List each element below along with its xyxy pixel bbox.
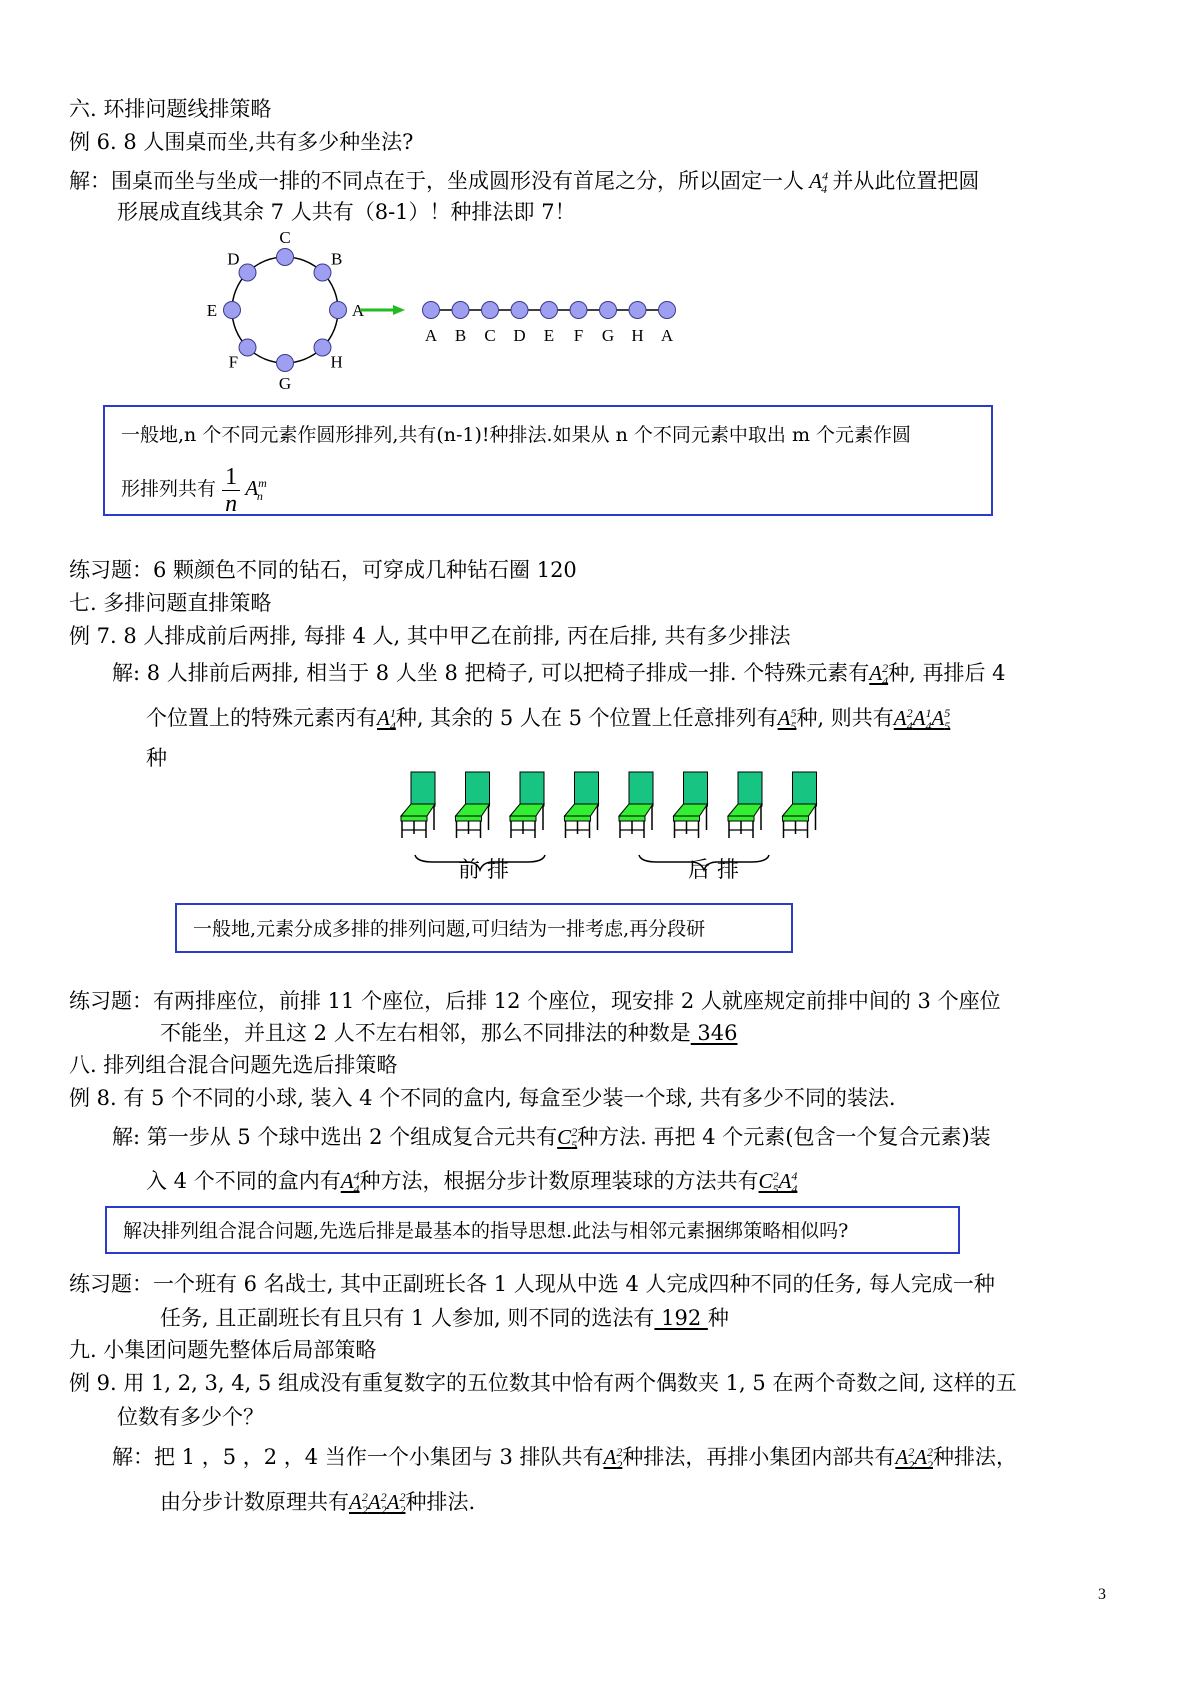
line-node <box>629 302 646 319</box>
example-6-solution-line2: 形展成直线其余 7 人共有（8-1）！种排法即 7！ <box>117 200 576 224</box>
circle-node-label: G <box>278 374 292 392</box>
chair <box>565 772 599 838</box>
line-labels <box>425 326 674 345</box>
circle-node <box>277 355 294 372</box>
chair <box>510 772 544 838</box>
circle-node <box>277 249 294 266</box>
line-node <box>482 302 499 319</box>
math-a44-b: $A^4_4$ <box>340 1169 360 1197</box>
circle-node-label: C <box>279 232 291 247</box>
chair <box>674 772 708 838</box>
line-node <box>600 302 617 319</box>
chair <box>619 772 653 838</box>
line-node-label: H <box>631 326 644 345</box>
practice-7-line1: 练习题：有两排座位，前排 11 个座位，后排 12 个座位，现安排 2 人就座规定前排中间的 3 个座位 <box>69 989 1001 1013</box>
line-node <box>423 302 440 319</box>
line-nodes <box>423 302 676 319</box>
chair <box>401 772 435 838</box>
circle-node-label: F <box>228 352 239 372</box>
chair <box>728 772 762 838</box>
example-7-solution-line1: 解: 8 人排前后两排, 相当于 8 人坐 8 把椅子, 可以把椅子排成一排. 个特殊元素有$A^2_4$种, 再排后 4 <box>112 661 1006 689</box>
line-node <box>541 302 558 319</box>
circular-permutation-box <box>103 405 993 516</box>
math-a22a22: $A^2_2A^2_2$ <box>895 1445 934 1473</box>
box-text-line2: 形排列共有 $\frac{1}{n}$ $A^m_n$ <box>121 463 267 517</box>
chair-row <box>401 772 817 838</box>
section-8-heading: 八. 排列组合混合问题先选后排策略 <box>69 1053 398 1077</box>
fraction-1-over-n: $\frac{1}{n}$ <box>222 464 240 517</box>
line-node-label: G <box>601 326 615 345</box>
line-node <box>570 302 587 319</box>
math-a55: $A^5_5$ <box>777 706 797 734</box>
math-a42: $A^2_4$ <box>869 661 889 689</box>
circle-to-line-diagram <box>195 232 915 392</box>
math-c52a44: $C^2_5A^4_4$ <box>758 1169 798 1197</box>
example-9-line1: 例 9. 用 1, 2, 3, 4, 5 组成没有重复数字的五位数其中恰有两个偶数夹 1, 5 在两个奇数之间, 这样的五 <box>69 1371 1017 1395</box>
practice-7-answer: 346 <box>690 1021 738 1045</box>
back-row-label: 后 排 <box>688 858 739 883</box>
circle-node <box>314 339 331 356</box>
circle-node-label: B <box>330 249 343 269</box>
line-node-label: D <box>513 326 526 345</box>
example-8: 例 8. 有 5 个不同的小球, 装入 4 个不同的盒内, 每盒至少装一个球, 共有多少不同的装法. <box>69 1086 896 1110</box>
section-6-heading: 六. 环排问题线排策略 <box>69 97 272 121</box>
line-node <box>659 302 676 319</box>
box-text: 一般地,元素分成多排的排列问题,可归结为一排考虑,再分段研 <box>193 918 706 940</box>
line-node-label: A <box>424 326 438 345</box>
chairs-diagram <box>385 770 825 880</box>
circle-node <box>314 264 331 281</box>
line-node-label: E <box>543 326 555 345</box>
example-8-solution-line2: 入 4 个不同的盒内有$A^4_4$种方法，根据分步计数原理装球的方法共有$C^2_5A^4_4$ <box>146 1169 798 1197</box>
circle-node <box>224 302 241 319</box>
box-text-line1: 一般地,n 个不同元素作圆形排列,共有(n-1)!种排法.如果从 n 个不同元素中取出 m 个元素作圆 <box>121 424 912 446</box>
circle-node <box>239 339 256 356</box>
page-number: 3 <box>1098 1586 1106 1603</box>
circle-node-label: E <box>206 301 218 320</box>
example-8-solution-line1: 解: 第一步从 5 个球中选出 2 个组成复合元共有$C^2_5$种方法. 再把 4 个元素(包含一个复合元素)装 <box>112 1125 991 1153</box>
circle-nodes <box>224 249 347 372</box>
section-9-heading: 九. 小集团问题先整体后局部策略 <box>69 1338 377 1362</box>
box-text: 解决排列组合混合问题,先选后排是最基本的指导思想.此法与相邻元素捆绑策略相似吗? <box>123 1220 849 1242</box>
practice-7-line2: 不能坐，并且这 2 人不左右相邻，那么不同排法的种数是 346 <box>160 1021 738 1045</box>
example-9-solution-line1: 解：把 1 ，5 ，2 ，4 当作一个小集团与 3 排队共有$A^2_2$种排法，再排小集团内部共有$A^2_2A^2_2$种排法， <box>112 1445 1018 1473</box>
line-node <box>452 302 469 319</box>
line-node-label: F <box>573 326 584 345</box>
example-7: 例 7. 8 人排成前后两排, 每排 4 人, 其中甲乙在前排, 丙在后排, 共有多少排法 <box>69 624 791 648</box>
example-6: 例 6. 8 人围桌而坐,共有多少种坐法? <box>69 130 414 154</box>
practice-8-answer: 192 <box>654 1306 708 1330</box>
chair <box>783 772 817 838</box>
circle-node <box>330 302 347 319</box>
math-a22a22a22: $A^2_2A^2_2A^2_2$ <box>349 1490 406 1518</box>
example-9-solution-line2: 由分步计数原理共有$A^2_2A^2_2A^2_2$种排法. <box>160 1490 476 1518</box>
math-a44: $A^4_4$ <box>804 169 829 197</box>
example-9-line2: 位数有多少个？ <box>117 1405 264 1429</box>
math-a41: $A^1_4$ <box>377 706 396 734</box>
example-7-solution-line2: 个位置上的特殊元素丙有$A^1_4$种, 其余的 5 人在 5 个位置上任意排列有$A^5_5$种, 则共有$A^2_4A^1_4A^5_5$ <box>146 706 951 734</box>
practice-6: 练习题：6 颗颜色不同的钻石，可穿成几种钻石圈 120 <box>69 558 577 582</box>
circle-node-label: H <box>330 352 343 372</box>
math-a42a41a55: $A^2_4A^1_4A^5_5$ <box>893 706 951 734</box>
circle-node-label: D <box>227 249 240 269</box>
line-node-label: B <box>454 326 467 345</box>
section-7-heading: 七. 多排问题直排策略 <box>69 591 272 615</box>
math-a22: $A^2_2$ <box>603 1445 623 1473</box>
chair <box>456 772 490 838</box>
practice-8-line2: 任务, 且正副班长有且只有 1 人参加, 则不同的选法有 192 种 <box>160 1306 729 1330</box>
line-node-label: A <box>660 326 674 345</box>
multi-row-box <box>175 903 793 953</box>
front-row-label: 前 排 <box>458 858 509 883</box>
math-anm: $A^m_n$ <box>240 476 267 504</box>
line-node <box>511 302 528 319</box>
practice-8-line1: 练习题：一个班有 6 名战士, 其中正副班长各 1 人现从中选 4 人完成四种不同的任务, 每人完成一种 <box>69 1272 995 1296</box>
select-then-arrange-box <box>105 1206 960 1254</box>
line-node-label: C <box>484 326 496 345</box>
example-7-solution-line3: 种 <box>146 746 167 770</box>
example-6-solution-line1: 解：围桌而坐与坐成一排的不同点在于，坐成圆形没有首尾之分，所以固定一人 $A^4_4$ 并从此位置把圆 <box>69 169 980 197</box>
arrow-head <box>393 305 405 315</box>
circle-node-label: A <box>351 301 365 320</box>
math-c52: $C^2_5$ <box>557 1125 578 1153</box>
circle-node <box>239 264 256 281</box>
